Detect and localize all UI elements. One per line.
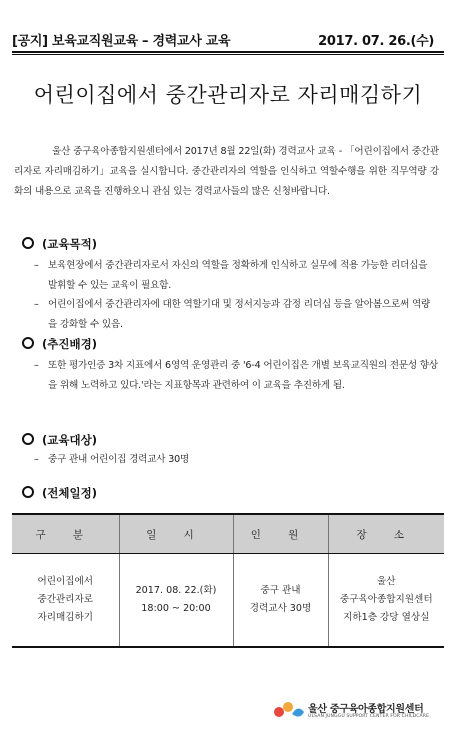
notice-header [12, 30, 442, 49]
section-schedule-heading [22, 485, 97, 501]
section-schedule-title: (전체일정) [42, 486, 97, 500]
col-header-category: 구 분 [12, 514, 119, 554]
intro-paragraph: 울산 중구육아종합지원센터에서 2017년 8월 22일(화) 경력교사 교육 - 「어린이집에서 중간관리자로 자리매김하기」교육을 실시합니다. 중간관리자의 역할을 인식하고 역할수행을 위한 직무역량 강화의 내용으로 교육을 진행하오니 관심 있는 경력교사들의 많은 신청바랍니다. [14, 146, 439, 197]
background-item-1-text: 또한 평가인증 3차 지표에서 6영역 운영관리 중 '6-4 어린이집은 개별 보육교직원의 전문성 향상을 위해 노력하고 있다.'라는 지표항목과 관련하여 이 교육을 추진하게 됨. [48, 360, 438, 391]
section-background-title: (추진배경) [42, 337, 97, 351]
cell-location: 울산 중구육아종합지원센터 지하1층 강당 열상실 [328, 554, 444, 648]
purpose-item-2 [34, 295, 438, 335]
circle-bullet-icon [22, 486, 34, 498]
table-row [12, 554, 444, 648]
cell-datetime: 2017. 08. 22.(화) 18:00 ~ 20:00 [119, 554, 233, 648]
target-item-1 [34, 450, 438, 470]
header-rule-thin [12, 54, 444, 55]
background-item-1 [34, 356, 438, 396]
target-item-1-text: 중구 관내 어린이집 경력교사 30명 [48, 454, 190, 465]
dash-icon: – [34, 260, 39, 271]
dash-icon: – [34, 360, 39, 371]
section-purpose-title: (교육목적) [42, 237, 97, 251]
notice-label: [공지] 보육교직원교육 – 경력교사 교육 [12, 34, 231, 49]
circle-bullet-icon [22, 433, 34, 445]
cell-attendees: 중구 관내 경력교사 30명 [233, 554, 328, 648]
schedule-table [12, 513, 444, 648]
circle-bullet-icon [22, 337, 34, 349]
section-target-title: (교육대상) [42, 433, 97, 447]
header-rule [12, 51, 444, 53]
center-logo-icon [272, 698, 306, 722]
cell-category: 어린이집에서 중간관리자로 자리매김하기 [12, 554, 119, 648]
col-header-attendees: 인 원 [233, 514, 328, 554]
col-header-location: 장 소 [328, 514, 444, 554]
section-background-heading [22, 336, 97, 352]
purpose-item-1 [34, 256, 438, 296]
center-name: 울산 중구육아종합지원센터 [308, 704, 424, 715]
notice-date: 2017. 07. 26.(수) [318, 34, 434, 49]
circle-bullet-icon [22, 237, 34, 249]
section-target-heading [22, 432, 97, 448]
document-title: 어린이집에서 중간관리자로 자리매김하기 [33, 83, 423, 107]
schedule-table-header-row [12, 514, 444, 554]
section-purpose-heading [22, 236, 97, 252]
purpose-item-1-text: 보육현장에서 중간관리자로서 자신의 역할을 정확하게 인식하고 실무에 적용 가능한 리더십을 발휘할 수 있는 교육이 필요함. [48, 260, 428, 291]
dash-icon: – [34, 454, 39, 465]
col-header-datetime: 일 시 [119, 514, 233, 554]
purpose-item-2-text: 어린이집에서 중간관리자에 대한 역할기대 및 정서지능과 감정 리더십 등을 알아봄으로써 역량을 강화할 수 있음. [48, 299, 431, 330]
center-logo [272, 698, 442, 724]
dash-icon: – [34, 299, 39, 310]
center-name-en: ULSAN JUNGGU SUPPORT CENTER FOR CHILDCARE [308, 714, 430, 719]
